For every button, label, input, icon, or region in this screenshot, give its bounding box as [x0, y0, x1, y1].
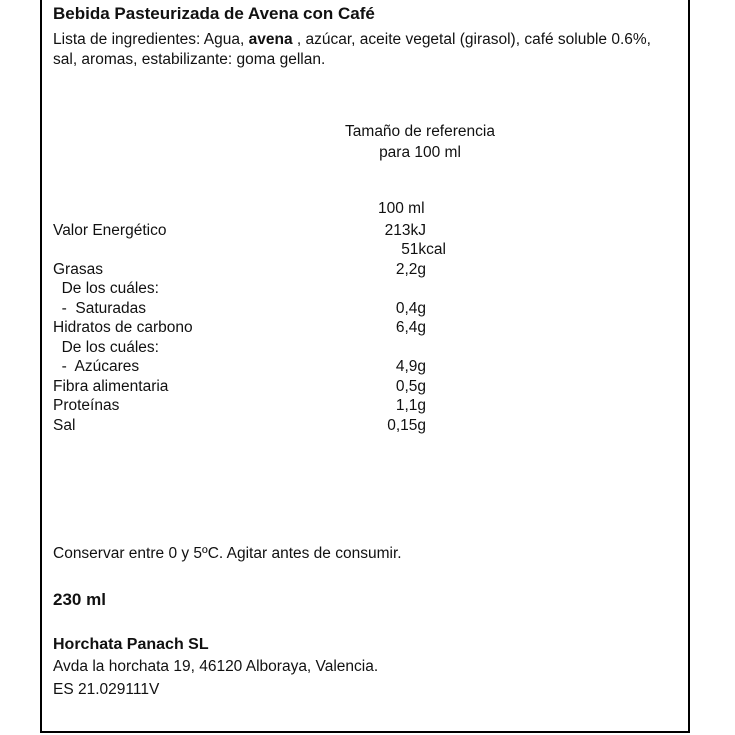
nutrition-row-value: 4,9g: [395, 358, 426, 375]
nutrition-row-name: De los cuáles:: [53, 339, 159, 356]
nutrition-row-name: - Saturadas: [53, 300, 147, 317]
nutrition-row-name: De los cuáles:: [53, 280, 159, 297]
nutrition-row-value: 0,15g: [387, 417, 426, 434]
registry-number: ES 21.029111V: [53, 681, 160, 698]
ingredients-prefix: Lista de ingredientes: Agua,: [53, 31, 249, 48]
nutrition-row-value: 213kJ: [384, 222, 426, 239]
nutrition-row-name: Sal: [53, 417, 76, 434]
nutrition-row-value: 0,5g: [395, 378, 426, 395]
nutrition-row-value: 6,4g: [395, 319, 426, 336]
nutrition-row-value: 1,1g: [395, 397, 426, 414]
net-volume: 230 ml: [53, 590, 106, 609]
ingredients-list: [53, 30, 678, 70]
nutrition-column-header: 100 ml: [378, 200, 425, 217]
nutrition-row-name: - Azúcares: [53, 358, 140, 375]
nutrition-row-value: 51kcal: [401, 241, 446, 258]
product-title: Bebida Pasteurizada de Avena con Café: [53, 4, 375, 23]
company-address: Avda la horchata 19, 46120 Alboraya, Valencia.: [53, 658, 379, 675]
company-name: Horchata Panach SL: [53, 636, 209, 653]
nutrition-row-name: Hidratos de carbono: [53, 319, 193, 336]
reference-size-line2: para 100 ml: [379, 144, 461, 161]
nutrition-row-value: 2,2g: [395, 261, 426, 278]
nutrition-row-name: Fibra alimentaria: [53, 378, 169, 395]
nutrition-row-name: Valor Energético: [53, 222, 167, 239]
ingredients-rest: , azúcar, aceite vegetal (girasol), café soluble 0.6%, sal, aromas, estabilizante: goma gellan.: [53, 31, 651, 68]
ingredients-allergen: avena: [248, 31, 293, 48]
nutrition-row-name: Grasas: [53, 261, 103, 278]
nutrition-row-value: 0,4g: [395, 300, 426, 317]
nutrition-row-name: Proteínas: [53, 397, 120, 414]
storage-instructions: Conservar entre 0 y 5ºC. Agitar antes de consumir.: [53, 545, 402, 562]
reference-size-line1: Tamaño de referencia: [345, 123, 495, 140]
